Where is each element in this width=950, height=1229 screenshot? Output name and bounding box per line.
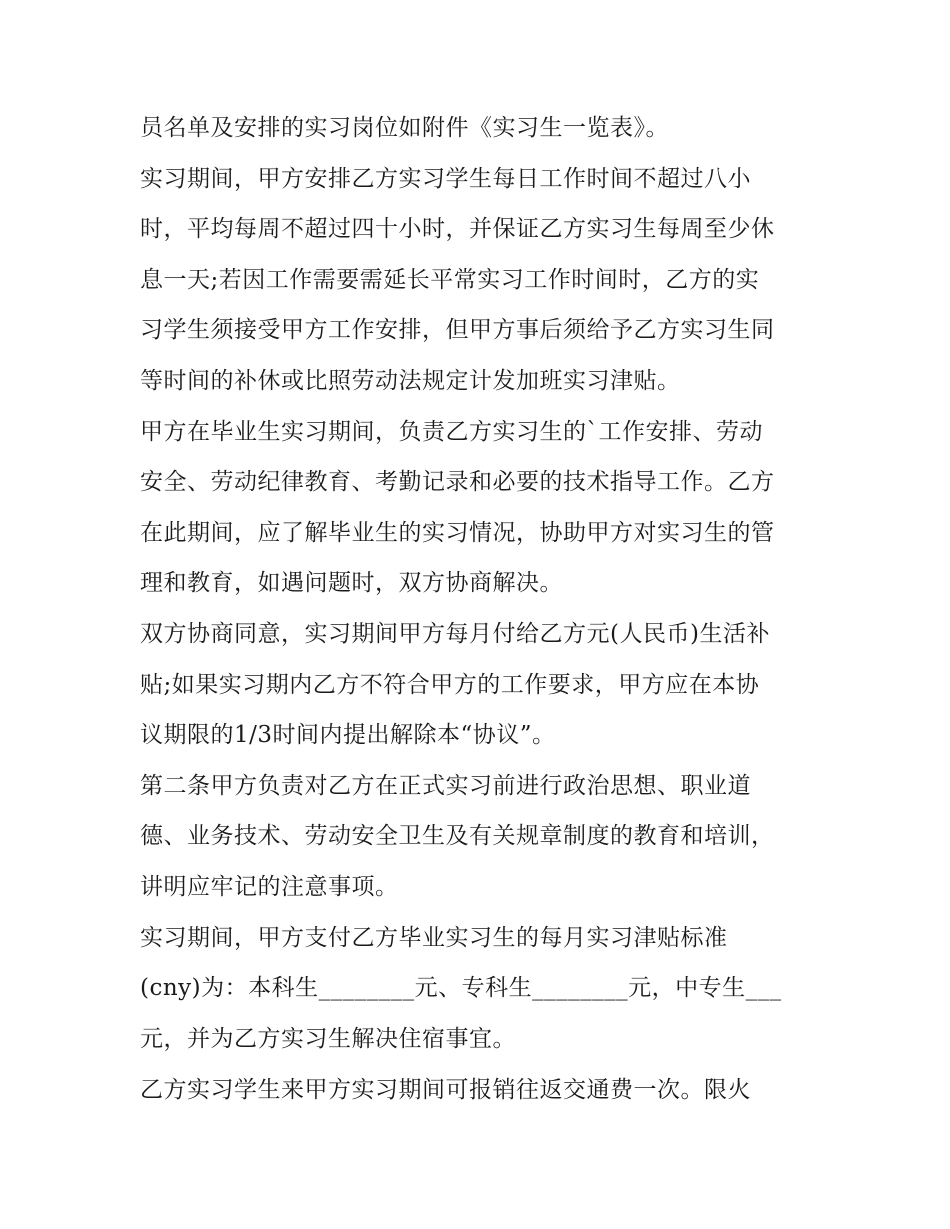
text-line: 实习期间，甲方安排乙方实习学生每日工作时间不超过八小 bbox=[140, 166, 751, 192]
text-line: 贴;如果实习期内乙方不符合甲方的工作要求，甲方应在本协 bbox=[140, 672, 760, 698]
text-line: 甲方在毕业生实习期间，负责乙方实习生的`工作安排、劳动 bbox=[140, 419, 763, 445]
text-line: 员名单及安排的实习岗位如附件《实习生一览表》。 bbox=[140, 115, 669, 141]
text-line: 息一天;若因工作需要需延长平常实习工作时间时，乙方的实 bbox=[140, 267, 760, 293]
text-line: 元，并为乙方实习生解决住宿事宜。 bbox=[140, 1026, 516, 1052]
text-line: 在此期间，应了解毕业生的实习情况，协助甲方对实习生的管 bbox=[140, 520, 775, 546]
text-line: 讲明应牢记的注意事项。 bbox=[140, 874, 399, 900]
text-line: (cny)为：本科生________元、专科生________元，中专生___ bbox=[140, 975, 782, 1001]
text-line: 乙方实习学生来甲方实习期间可报销往返交通费一次。限火 bbox=[140, 1077, 751, 1103]
text-line: 习学生须接受甲方工作安排，但甲方事后须给予乙方实习生同 bbox=[140, 317, 775, 343]
text-line: 议期限的1/3时间内提出解除本“协议”。 bbox=[140, 722, 556, 748]
text-line: 等时间的补休或比照劳动法规定计发加班实习津贴。 bbox=[140, 368, 681, 394]
text-line: 实习期间，甲方支付乙方毕业实习生的每月实习津贴标准 bbox=[140, 925, 728, 951]
text-line: 双方协商同意，实习期间甲方每月付给乙方元(人民币)生活补 bbox=[140, 621, 770, 647]
text-line: 安全、劳动纪律教育、考勤记录和必要的技术指导工作。乙方 bbox=[140, 469, 775, 495]
text-line: 德、业务技术、劳动安全卫生及有关规章制度的教育和培训， bbox=[140, 823, 775, 849]
text-line: 时，平均每周不超过四十小时，并保证乙方实习生每周至少休 bbox=[140, 216, 775, 242]
text-line: 第二条甲方负责对乙方在正式实习前进行政治思想、职业道 bbox=[140, 773, 751, 799]
text-line: 理和教育，如遇问题时，双方协商解决。 bbox=[140, 570, 563, 596]
